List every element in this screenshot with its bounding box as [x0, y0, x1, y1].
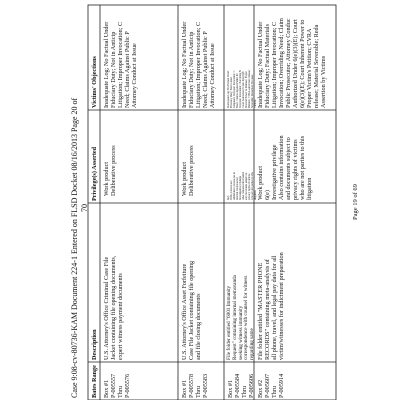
- row4-obj-line: Public Prosecutor; Attorney Conduc: [285, 18, 292, 108]
- row4-priv-line: litigation: [306, 177, 313, 200]
- row1-obj-line: Litigation; Improper Invocation; C: [117, 21, 124, 108]
- row1-obj-line: Need; Claims Against Public P: [124, 31, 131, 108]
- row4-description: [257, 252, 285, 360]
- row2-obj-line: Need; Claims Against Public P: [202, 31, 209, 108]
- row4-objections: [257, 18, 327, 108]
- row1-privileges: [103, 145, 117, 196]
- row3-obj-line: Inadequate Log; No Factual Under: [227, 70, 230, 108]
- row4-desc-line: RECORDS" containing meta-analysis of: [264, 259, 271, 360]
- row4-priv-line: privacy rights of victims: [292, 139, 299, 200]
- row2-obj-line: Fiduciary Duty; Not in Anticip: [188, 31, 195, 108]
- row3-desc-line: regarding same: [249, 328, 256, 360]
- row1-obj-line: Inadequate Log; No Factual Under: [103, 21, 110, 108]
- row4-obj-line: Litigation; Improper Invocation; C: [271, 21, 278, 108]
- col-header-bates: Bates Range: [91, 365, 98, 398]
- row1-bates: [103, 374, 131, 398]
- row3-bates: [227, 374, 255, 398]
- row2-bates-start: P-005578: [188, 373, 195, 398]
- row4-privileges: [257, 135, 313, 200]
- row4-bates-box: Box #2: [257, 379, 264, 398]
- row2-obj-line: Attorney Conduct at Issue: [209, 43, 216, 108]
- row4-desc-line: victim/witnesses for indictment preparation: [278, 252, 285, 360]
- row1-desc-line: Jacket containing file opening documents,: [110, 255, 117, 360]
- row4-priv-line: who are not parties to this: [299, 135, 306, 200]
- row3-obj-line: Improper Invocation; Overriding N: [239, 70, 242, 108]
- row3-obj-line: Litigation; Improper Invocation; C: [233, 70, 236, 108]
- row2-bates-thru: Thru: [195, 385, 202, 398]
- row1-obj-line: Fiduciary Duty; Not in Anticip: [110, 31, 117, 108]
- row4-obj-line: Proper Victim's Petition; CVRA: [306, 28, 313, 108]
- row4-desc-line: all phone, travel, and legal pay data for all: [271, 255, 278, 360]
- row4-obj-line: release; Material Severable; Reda: [313, 24, 320, 108]
- row3-priv-line: internal memoranda): [236, 177, 239, 200]
- row1-bates-end: P-005576: [124, 373, 131, 398]
- col-header-description: Description: [91, 329, 98, 360]
- row1-desc-line: expert witness payment documents: [117, 273, 124, 360]
- row3-priv-line: deliberative process (as to: [233, 172, 236, 200]
- row4-priv-line: and documents subject to: [285, 137, 292, 200]
- page-number: Page 19 of 69: [352, 184, 359, 220]
- row2-desc-line: U.S. Attorney's Office Asset Forfeiture: [181, 263, 188, 360]
- row3-obj-line: Court Authorized Under 6(e)(3)(E: [242, 71, 245, 108]
- row2-obj-line: Inadequate Log; No Factual Under: [181, 21, 188, 108]
- row2-priv-line: Work product: [181, 161, 188, 196]
- row1-description: [103, 256, 124, 360]
- row3-priv-line: Investigative privilege: [239, 175, 242, 200]
- row3-obj-line: Fiduciary Duty; Not in Antic: [230, 76, 233, 108]
- row3-bates-thru: Thru: [241, 385, 248, 398]
- row1-obj-line: Attorney Conduct at Issue: [131, 43, 138, 108]
- row2-bates-end: P-005583: [202, 373, 209, 398]
- row1-priv-line: Work product: [103, 161, 110, 196]
- row4-priv-line: Work product: [257, 165, 264, 200]
- row3-privileges: [227, 172, 257, 200]
- row3-objections: [227, 70, 257, 108]
- row4-obj-line: Fiduciary Duty; Factual Materials: [264, 23, 271, 108]
- row2-bates-box: Box #1: [181, 379, 188, 398]
- row3-priv-line: privacy rights of victims: [248, 173, 251, 200]
- row3-priv-line: Work product and: [230, 180, 233, 200]
- row4-obj-line: 6(e)(3)(E); Court Inherent Power to: [299, 19, 306, 108]
- row3-obj-line: Victims: [254, 99, 257, 108]
- row3-desc-line: seeking witness immunity: [237, 305, 244, 360]
- row4-desc-line: File folder entitled "MASTER PHONE: [257, 262, 264, 360]
- row3-priv-line: 6(e): [227, 195, 230, 200]
- docket-header: Case 9:08-cv-80736-KAM Document 224-1 Entered on FLSD Docket 08/16/2013 Page 20 of: [70, 97, 79, 398]
- row2-description: [181, 261, 202, 360]
- row4-priv-line: 6(e): [264, 190, 271, 200]
- row3-bates-start: P-005584: [234, 373, 241, 398]
- row3-bates-end: P-005606: [248, 373, 255, 398]
- row3-obj-line: Petition; CVRA-authorized release;: [248, 69, 251, 108]
- row3-obj-line: Inherent Power to Release; Proper: [245, 71, 248, 108]
- row4-obj-line: Assertion by Victims: [320, 55, 327, 108]
- row3-desc-line: correspondence with counsel for witness: [243, 275, 250, 360]
- row2-desc-line: Case File Jacket containing file opening: [188, 260, 195, 360]
- col-header-privileges: Privilege(s) Asserted: [91, 146, 98, 201]
- row3-description: [227, 275, 256, 360]
- row2-priv-line: Deliberative process: [188, 145, 195, 196]
- row4-bates-thru: Thru: [271, 385, 278, 398]
- row1-desc-line: U.S. Attorney's Office Criminal Case File: [103, 256, 110, 360]
- row3-priv-line: Also contains information: [242, 171, 245, 200]
- row2-objections: [181, 22, 216, 108]
- row4-priv-line: Also contains information: [278, 135, 285, 200]
- row2-obj-line: Litigation; Improper Invocation; C: [195, 21, 202, 108]
- row4-bates-end: P-005914: [278, 373, 285, 398]
- row1-bates-thru: Thru: [117, 385, 124, 398]
- row2-desc-line: and file closing documents: [195, 293, 202, 360]
- row4-bates: [257, 374, 285, 398]
- row3-priv-line: who are not parties to this: [251, 172, 254, 200]
- col-header-objections: Victims' Objections: [91, 56, 98, 108]
- row4-obj-line: Invocation; Overriding Need; Claim: [278, 18, 285, 108]
- row1-priv-line: Deliberative process: [110, 145, 117, 196]
- row3-obj-line: Need; Claims Against Public Pe: [236, 73, 239, 108]
- row3-priv-line: litigation: [254, 190, 257, 200]
- docket-header-cont: 70: [80, 204, 89, 212]
- row3-desc-line: File folder entitled "6001 Immunity: [226, 285, 232, 360]
- row4-obj-line: Inadequate Log; No Factual Under: [257, 21, 264, 108]
- row2-bates: [181, 374, 209, 398]
- row1-bates-box: Box #1: [103, 379, 110, 398]
- row3-priv-line: and documents subject to: [245, 172, 248, 200]
- row4-obj-line: Authorized Under 6(e)(3)(E); Court: [292, 19, 299, 108]
- row1-objections: [103, 22, 138, 108]
- row1-bates-start: P-005557: [110, 373, 117, 398]
- row4-bates-start: P-005607: [264, 373, 271, 398]
- row4-priv-line: Investigative privilege: [271, 144, 278, 200]
- row2-privileges: [181, 145, 195, 196]
- row3-obj-line: Severable; Redaction; No Asse: [251, 74, 254, 108]
- row3-desc-line: Request" containing internal memoranda: [231, 275, 238, 360]
- row3-bates-box: Box #1: [227, 379, 234, 398]
